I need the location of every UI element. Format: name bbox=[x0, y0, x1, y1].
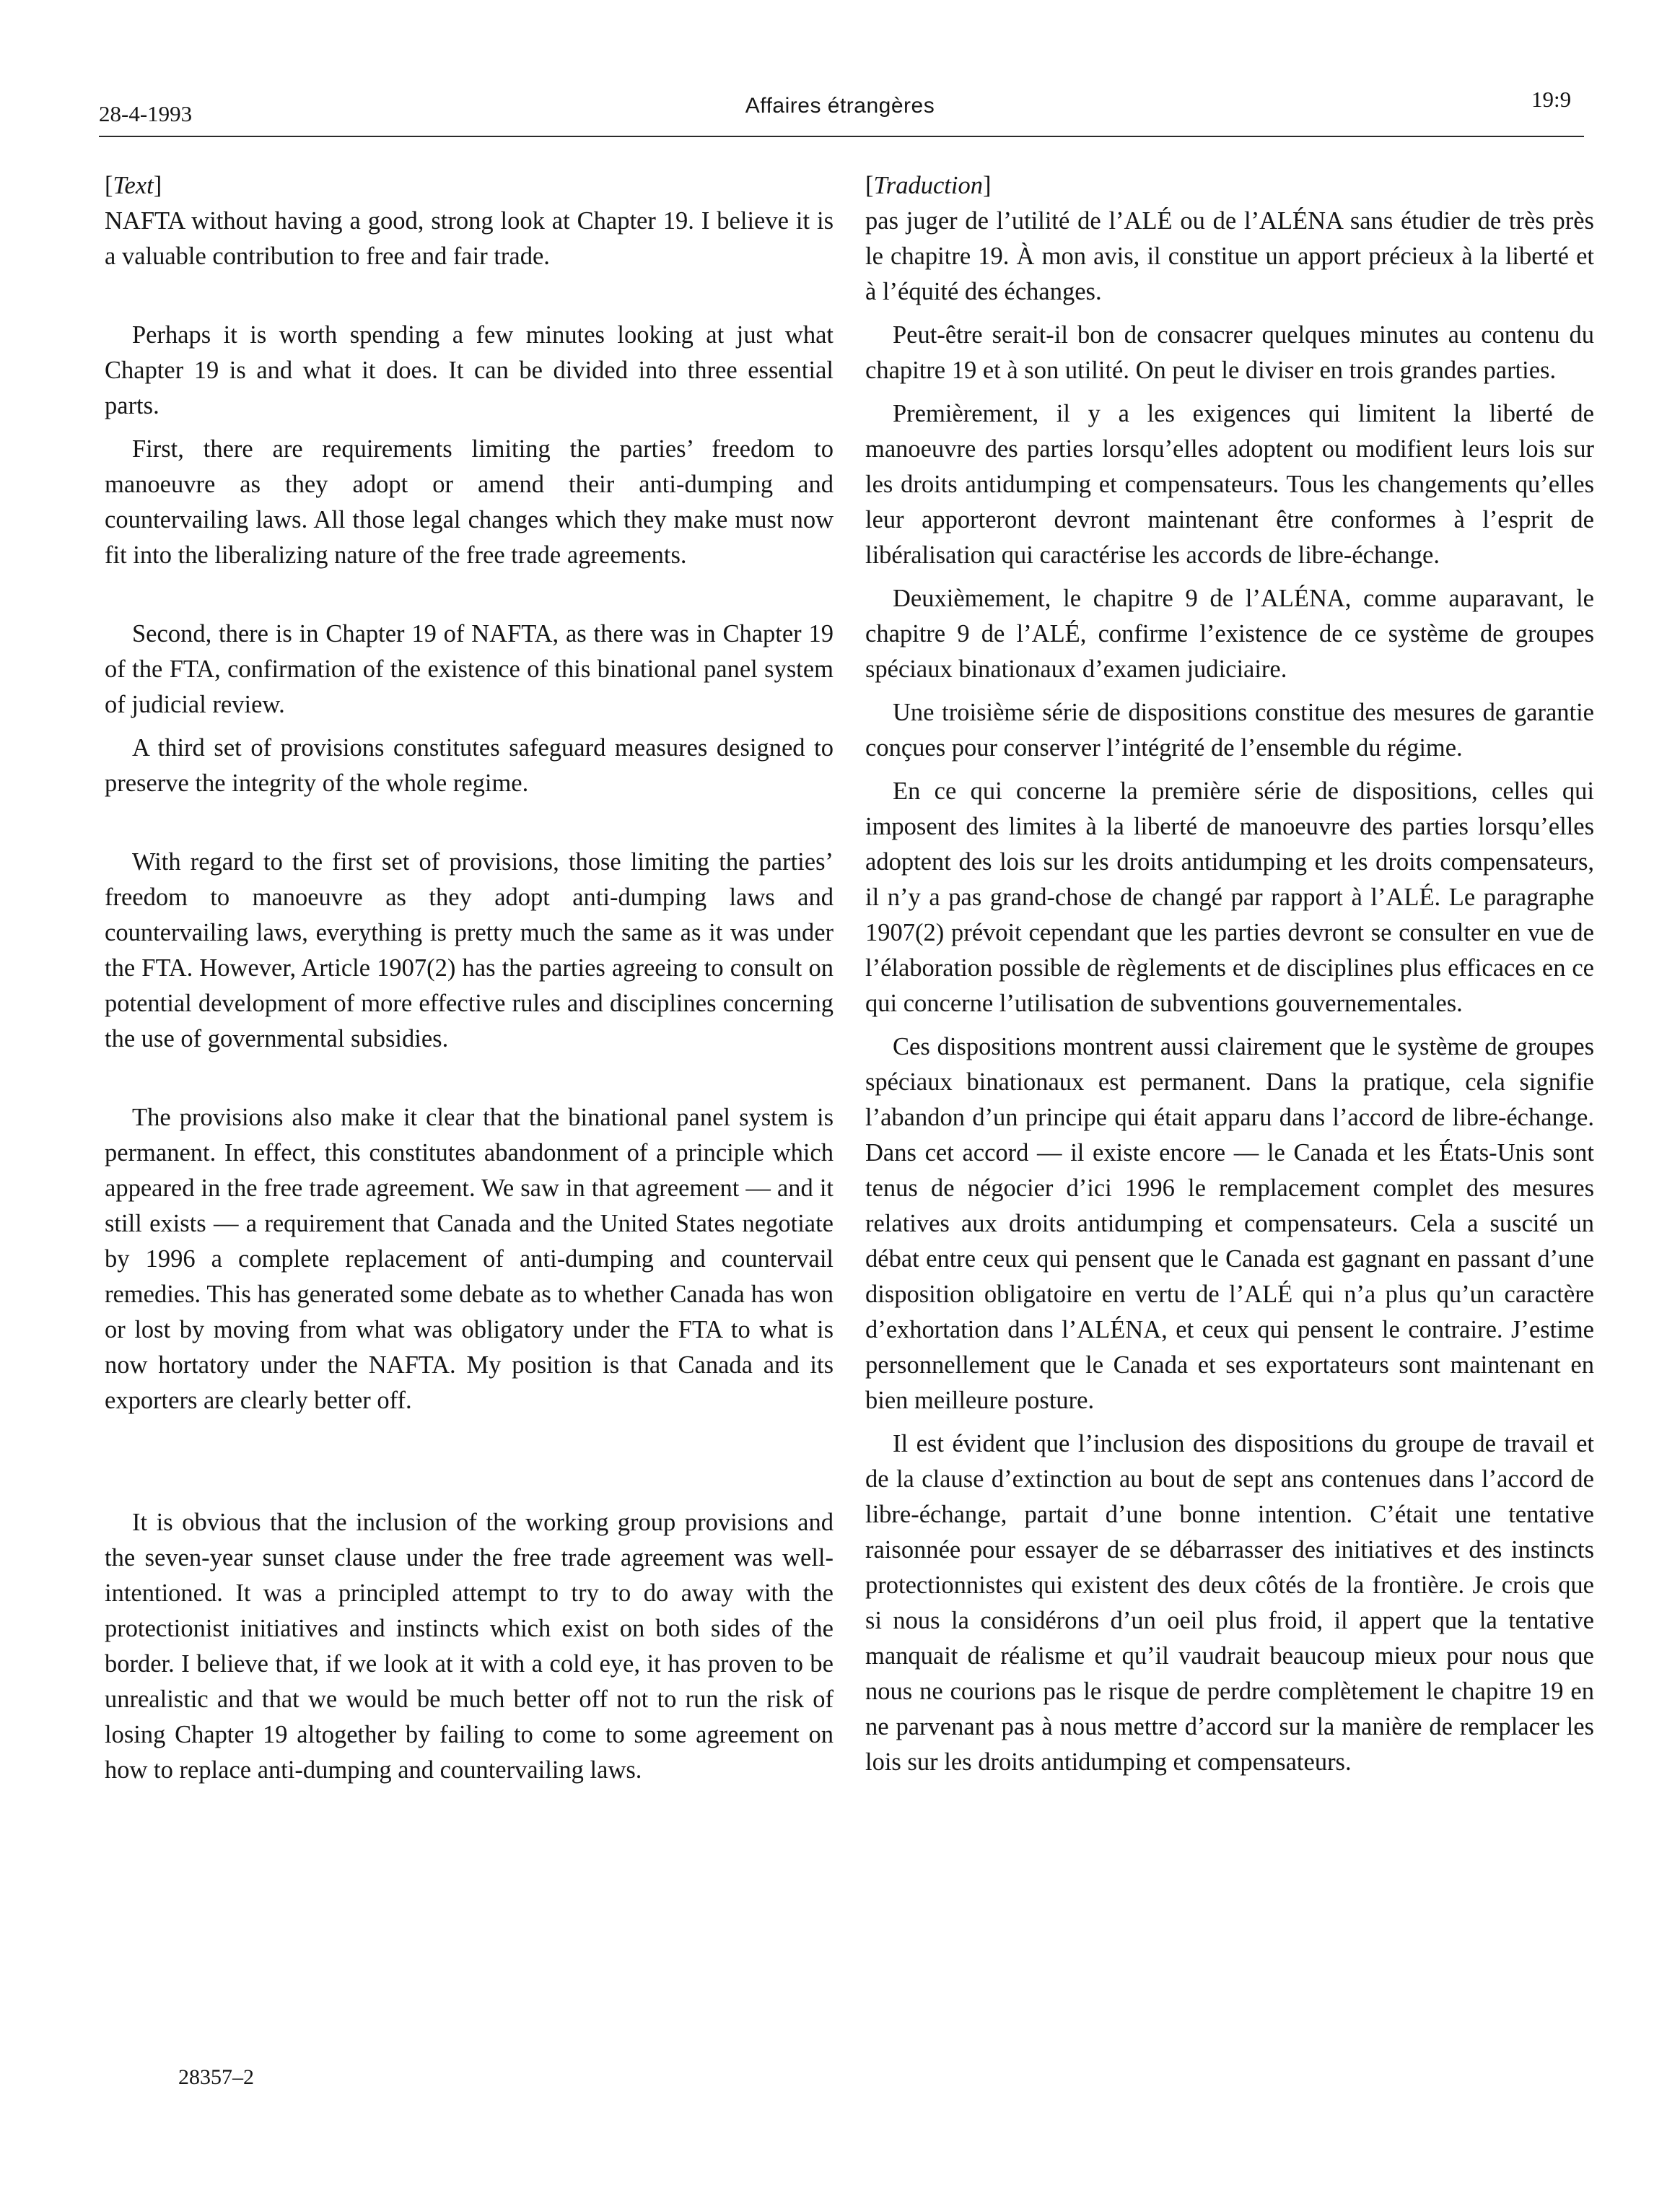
french-paragraph: Deuxièmement, le chapitre 9 de l’ALÉNA, comme auparavant, le chapitre 9 de l’ALÉ, confirme l’existence de ce système de groupes spéciaux binationaux d’examen judiciaire. bbox=[865, 585, 1594, 683]
english-paragraph: A third set of provisions constitutes safeguard measures designed to preserve the integrity of the whole regime. bbox=[105, 734, 834, 797]
english-paragraph: Second, there is in Chapter 19 of NAFTA, as there was in Chapter 19 of the FTA, confirmation of the existence of this binational panel system of judicial review. bbox=[105, 620, 834, 718]
header-rule bbox=[99, 136, 1584, 137]
english-column-label bbox=[105, 168, 834, 204]
french-paragraph: Premièrement, il y a les exigences qui limitent la liberté de manoeuvre des parties lorsqu’elles adoptent ou modifient leurs lois sur les droits antidumping et compensateurs. Tous les changements qu’elles leur apporteront devront maintenant être conformes à l’esprit de libéralisation qui caractérise les accords de libre-échange. bbox=[865, 400, 1594, 569]
french-paragraph: Une troisième série de dispositions constitue des mesures de garantie conçues pour conserver l’intégrité de l’ensemble du régime. bbox=[865, 699, 1594, 762]
french-paragraph: En ce qui concerne la première série de dispositions, celles qui imposent des limites à la liberté de manoeuvre des parties lorsqu’elles adoptent des lois sur les droits antidumping et les droits compensateurs, il n’y a pas grand-chose de changé par rapport à l’ALÉ. Le paragraphe 1907(2) prévoit cependant que les parties devront se consulter en vue de l’élaboration possible de règlements et de disciplines plus efficaces en ce qui concerne l’utilisation de subventions gouvernementales. bbox=[865, 777, 1594, 1017]
footer-code: 28357–2 bbox=[178, 2065, 254, 2089]
french-paragraph: Peut-être serait-il bon de consacrer quelques minutes au contenu du chapitre 19 et à son utilité. On peut le diviser en trois grandes parties. bbox=[865, 321, 1594, 384]
header-title: Affaires étrangères bbox=[745, 94, 935, 118]
label-bracket-open: [ bbox=[105, 172, 113, 199]
label-text: Text bbox=[113, 172, 154, 199]
label-bracket-close: ] bbox=[153, 172, 162, 199]
french-paragraph: pas juger de l’utilité de l’ALÉ ou de l’ALÉNA sans étudier de très près le chapitre 19. À mon avis, il constitue un apport précieux à la liberté et à l’équité des échanges. bbox=[865, 207, 1594, 305]
french-column-label bbox=[865, 168, 1594, 204]
french-paragraph: Il est évident que l’inclusion des dispositions du groupe de travail et de la clause d’extinction au bout de sept ans contenues dans l’accord de libre-échange, partait d’une bonne intention. C’était une tentative raisonnée pour essayer de se débarrasser des initiatives et des instincts protectionnistes qui existent des deux côtés de la frontière. Je crois que si nous la considérons d’un oeil plus froid, il appert que la tentative manquait de réalisme et qu’il vaudrait beaucoup mieux pour nous que nous ne courions pas le risque de perdre complètement le chapitre 19 en ne parvenant pas à nous mettre d’accord sur la manière de remplacer les lois sur les droits antidumping et compensateurs. bbox=[865, 1430, 1594, 1776]
header-date: 28-4-1993 bbox=[99, 101, 193, 126]
label-bracket-close: ] bbox=[982, 172, 992, 199]
label-bracket-open: [ bbox=[865, 172, 874, 199]
english-paragraph: NAFTA without having a good, strong look at Chapter 19. I believe it is a valuable contribution to free and fair trade. bbox=[105, 207, 834, 270]
french-column bbox=[865, 168, 1594, 1780]
english-paragraph: First, there are requirements limiting the parties’ freedom to manoeuvre as they adopt or amend their anti-dumping and countervailing laws. All those legal changes which they make must now fit into the liberalizing nature of the free trade agreements. bbox=[105, 435, 834, 569]
english-paragraph: Perhaps it is worth spending a few minutes looking at just what Chapter 19 is and what it does. It can be divided into three essential parts. bbox=[105, 321, 834, 419]
french-paragraph: Ces dispositions montrent aussi clairement que le système de groupes spéciaux binationaux est permanent. Dans la pratique, cela signifie l’abandon d’un principe qui était apparu dans l’accord de libre-échange. Dans cet accord — il existe encore — le Canada et les États-Unis sont tenus de négocier d’ici 1996 le remplacement complet des mesures relatives aux droits antidumping et compensateurs. Cela a suscité un débat entre ceux qui pensent que le Canada est gagnant en passant d’une disposition obligatoire en vertu de l’ALÉ qui n’a plus qu’un caractère d’exhortation dans l’ALÉNA, et ceux qui pensent le contraire. J’estime personnellement que le Canada et ses exportateurs sont maintenant en bien meilleure posture. bbox=[865, 1033, 1594, 1414]
english-paragraph: The provisions also make it clear that the binational panel system is permanent. In effect, this constitutes abandonment of a principle which appeared in the free trade agreement. We saw in that agreement — and it still exists — a requirement that Canada and the United States negotiate by 1996 a complete replacement of anti-dumping and countervail remedies. This has generated some debate as to whether Canada has won or lost by moving from what was obligatory under the FTA to what is now hortatory under the NAFTA. My position is that Canada and its exporters are clearly better off. bbox=[105, 1104, 834, 1414]
english-paragraph: With regard to the first set of provisions, those limiting the parties’ freedom to manoeuvre as they adopt anti-dumping laws and countervailing laws, everything is pretty much the same as it was under the FTA. However, Article 1907(2) has the parties agreeing to consult on potential development of more effective rules and disciplines concerning the use of governmental subsidies. bbox=[105, 848, 834, 1052]
header-page-number: 19:9 bbox=[1531, 87, 1572, 112]
label-text: Traduction bbox=[873, 172, 983, 199]
english-paragraph: It is obvious that the inclusion of the working group provisions and the seven-year sunset clause under the free trade agreement was well-intentioned. It was a principled attempt to try to do away with the protectionist initiatives and instincts which exist on both sides of the border. I believe that, if we look at it with a cold eye, it has proven to be unrealistic and that we would be much better off not to run the risk of losing Chapter 19 altogether by failing to come to some agreement on how to replace anti-dumping and countervailing laws. bbox=[105, 1509, 834, 1784]
english-column bbox=[105, 168, 834, 1788]
